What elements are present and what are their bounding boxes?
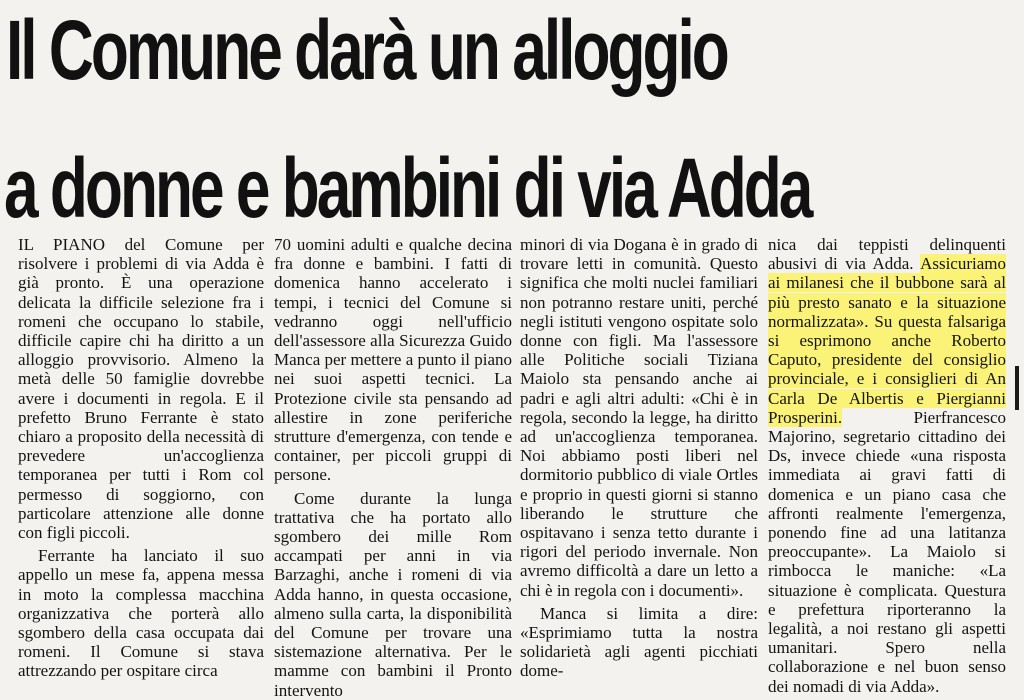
article-text: nica dai teppisti delinquenti abusivi di via Adda.: [768, 235, 1006, 274]
article-paragraph: 70 uomini adulti e qualche decina fra donne e bambini. I fatti di domenica hanno accelerato i tempi, i tecnici del Comune si vedranno oggi nell'ufficio dell'assessore alla Sicurezza Guido Manca per mettere a punto il piano nei suoi aspetti tecnici. La Protezione civile sta pensando ad allestire in zone periferiche strutture d'emergenza, con tende e container, per piccoli gruppi di persone.: [274, 235, 512, 485]
margin-mark: [1015, 366, 1019, 410]
article-column-3: [520, 235, 758, 681]
headline-line-1: Il Comune darà un alloggio: [6, 3, 727, 97]
article-column-1: [18, 235, 264, 681]
article-paragraph: Come durante la lunga trattativa che ha portato allo sgombero dei mille Rom accampati per anni in via Barzaghi, anche i romeni di via Adda hanno, in questa occasione, almeno sulla carta, la disponibilità del Comune per trovare una sistemazione alternativa. Per le mamme con bambini il Pronto intervento: [274, 488, 512, 700]
article-column-4: [768, 235, 1006, 696]
article-paragraph: [768, 235, 1006, 696]
article-paragraph: minori di via Dogana è in grado di trovare letti in comunità. Questo significa che molti nuclei familiari non potranno restare uniti, perché negli istituti vengono ospitate solo donne con figli. Ma l'assessore alle Politiche sociali Tiziana Maiolo sta pensando anche ai padri e agli altri adulti: «Chi è in regola, secondo la legge, ha diritto ad un'accoglienza temporanea. Noi abbiamo posti liberi nel dormitorio pubblico di viale Ortles e proprio in questi giorni si stanno liberando le strutture che ospitavano i senza tetto durante i rigori del periodo invernale. Non avremo difficoltà a dare un letto a chi è in regola con i documenti».: [520, 235, 758, 600]
article-column-2: [274, 235, 512, 700]
article-paragraph: Manca si limita a dire: «Esprimiamo tutta la nostra solidarietà agli agenti picchiati dome-: [520, 603, 758, 681]
article-paragraph: Ferrante ha lanciato il suo appello un mese fa, appena messa in moto la complessa macchina organizzativa che porterà allo sgombero della casa occupata dai romeni. Il Comune si stava attrezzando per ospitare circa: [18, 546, 264, 681]
highlighted-text: Assicuriamo ai milanesi che il bubbone sarà al più presto sanato e la situazione normalizzata». Su questa falsariga si esprimono anche Roberto Caputo, presidente del consiglio provinciale, e i consiglieri di An Carla De Albertis e Piergianni Prosperini.: [768, 254, 1006, 427]
headline-line-2: a donne e bambini di via Adda: [4, 141, 811, 235]
article-text: Pierfrancesco Majorino, segretario cittadino dei Ds, invece chiede «una risposta immediata ai gravi fatti di domenica e un piano casa che affronti realmente l'emergenza, ponendo fine ad una latitanza preoccupante». La Maiolo si rimbocca le maniche: «La situazione è complicata. Questura e prefettura riporteranno la legalità, a noi restano gli aspetti umanitari. Spero nella collaborazione e nel buon senso dei nomadi di via Adda».: [768, 407, 1006, 696]
article-paragraph: IL PIANO del Comune per risolvere i problemi di via Adda è già pronto. È una operazione delicata la difficile selezione fra i romeni che occupano lo stabile, difficile capire chi ha diritto a un alloggio provvisorio. Almeno la metà delle 50 famiglie dovrebbe avere i documenti in regola. E il prefetto Bruno Ferrante è stato chiaro a proposito della necessità di prevedere un'accoglienza temporanea per tutti i Rom col permesso di soggiorno, con particolare attenzione alle donne con figli piccoli.: [18, 235, 264, 543]
